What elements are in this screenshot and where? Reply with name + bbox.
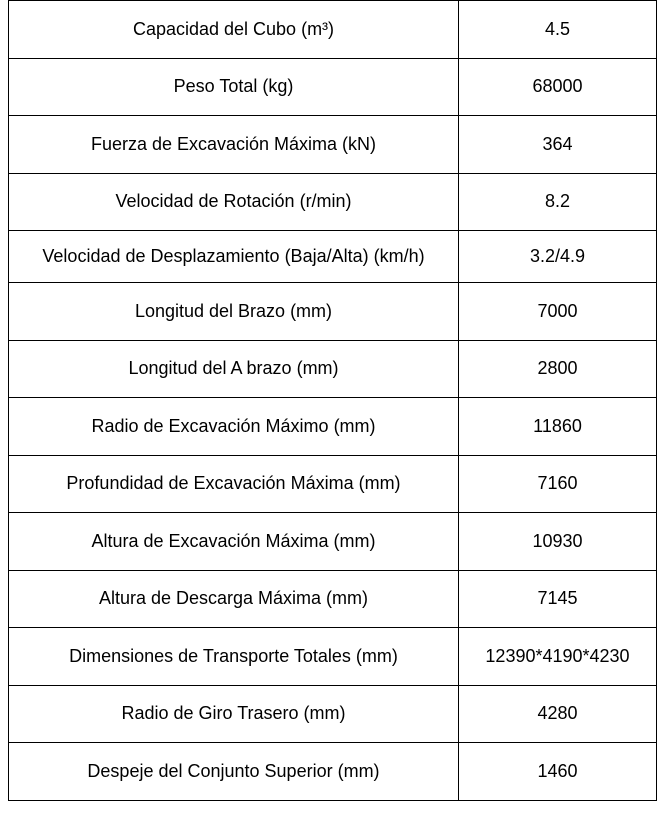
spec-label: Radio de Excavación Máximo (mm) <box>9 398 459 456</box>
spec-value: 4280 <box>459 685 657 743</box>
spec-label: Fuerza de Excavación Máxima (kN) <box>9 116 459 174</box>
table-row <box>9 231 657 283</box>
spec-value: 7145 <box>459 570 657 628</box>
spec-label: Longitud del Brazo (mm) <box>9 283 459 341</box>
spec-label: Capacidad del Cubo (m³) <box>9 1 459 59</box>
spec-label: Altura de Descarga Máxima (mm) <box>9 570 459 628</box>
table-row <box>9 58 657 116</box>
spec-value: 3.2/4.9 <box>459 231 657 283</box>
table-row <box>9 628 657 686</box>
table-row <box>9 685 657 743</box>
specifications-table-body <box>9 1 657 801</box>
spec-value: 2800 <box>459 340 657 398</box>
spec-label: Radio de Giro Trasero (mm) <box>9 685 459 743</box>
spec-label: Peso Total (kg) <box>9 58 459 116</box>
table-row <box>9 398 657 456</box>
table-row <box>9 570 657 628</box>
spec-label: Longitud del A brazo (mm) <box>9 340 459 398</box>
table-row <box>9 116 657 174</box>
table-row <box>9 743 657 801</box>
spec-value: 1460 <box>459 743 657 801</box>
spec-value: 12390*4190*4230 <box>459 628 657 686</box>
spec-label: Altura de Excavación Máxima (mm) <box>9 513 459 571</box>
spec-value: 4.5 <box>459 1 657 59</box>
table-row <box>9 173 657 231</box>
table-row <box>9 513 657 571</box>
spec-value: 7000 <box>459 283 657 341</box>
table-row <box>9 283 657 341</box>
spec-value: 68000 <box>459 58 657 116</box>
spec-value: 8.2 <box>459 173 657 231</box>
spec-label: Profundidad de Excavación Máxima (mm) <box>9 455 459 513</box>
spec-label: Velocidad de Desplazamiento (Baja/Alta) (km/h) <box>9 231 459 283</box>
table-row <box>9 455 657 513</box>
spec-label: Velocidad de Rotación (r/min) <box>9 173 459 231</box>
spec-value: 10930 <box>459 513 657 571</box>
specifications-table <box>8 0 657 801</box>
table-row <box>9 340 657 398</box>
spec-label: Dimensiones de Transporte Totales (mm) <box>9 628 459 686</box>
spec-value: 11860 <box>459 398 657 456</box>
table-row <box>9 1 657 59</box>
spec-value: 364 <box>459 116 657 174</box>
spec-value: 7160 <box>459 455 657 513</box>
spec-label: Despeje del Conjunto Superior (mm) <box>9 743 459 801</box>
